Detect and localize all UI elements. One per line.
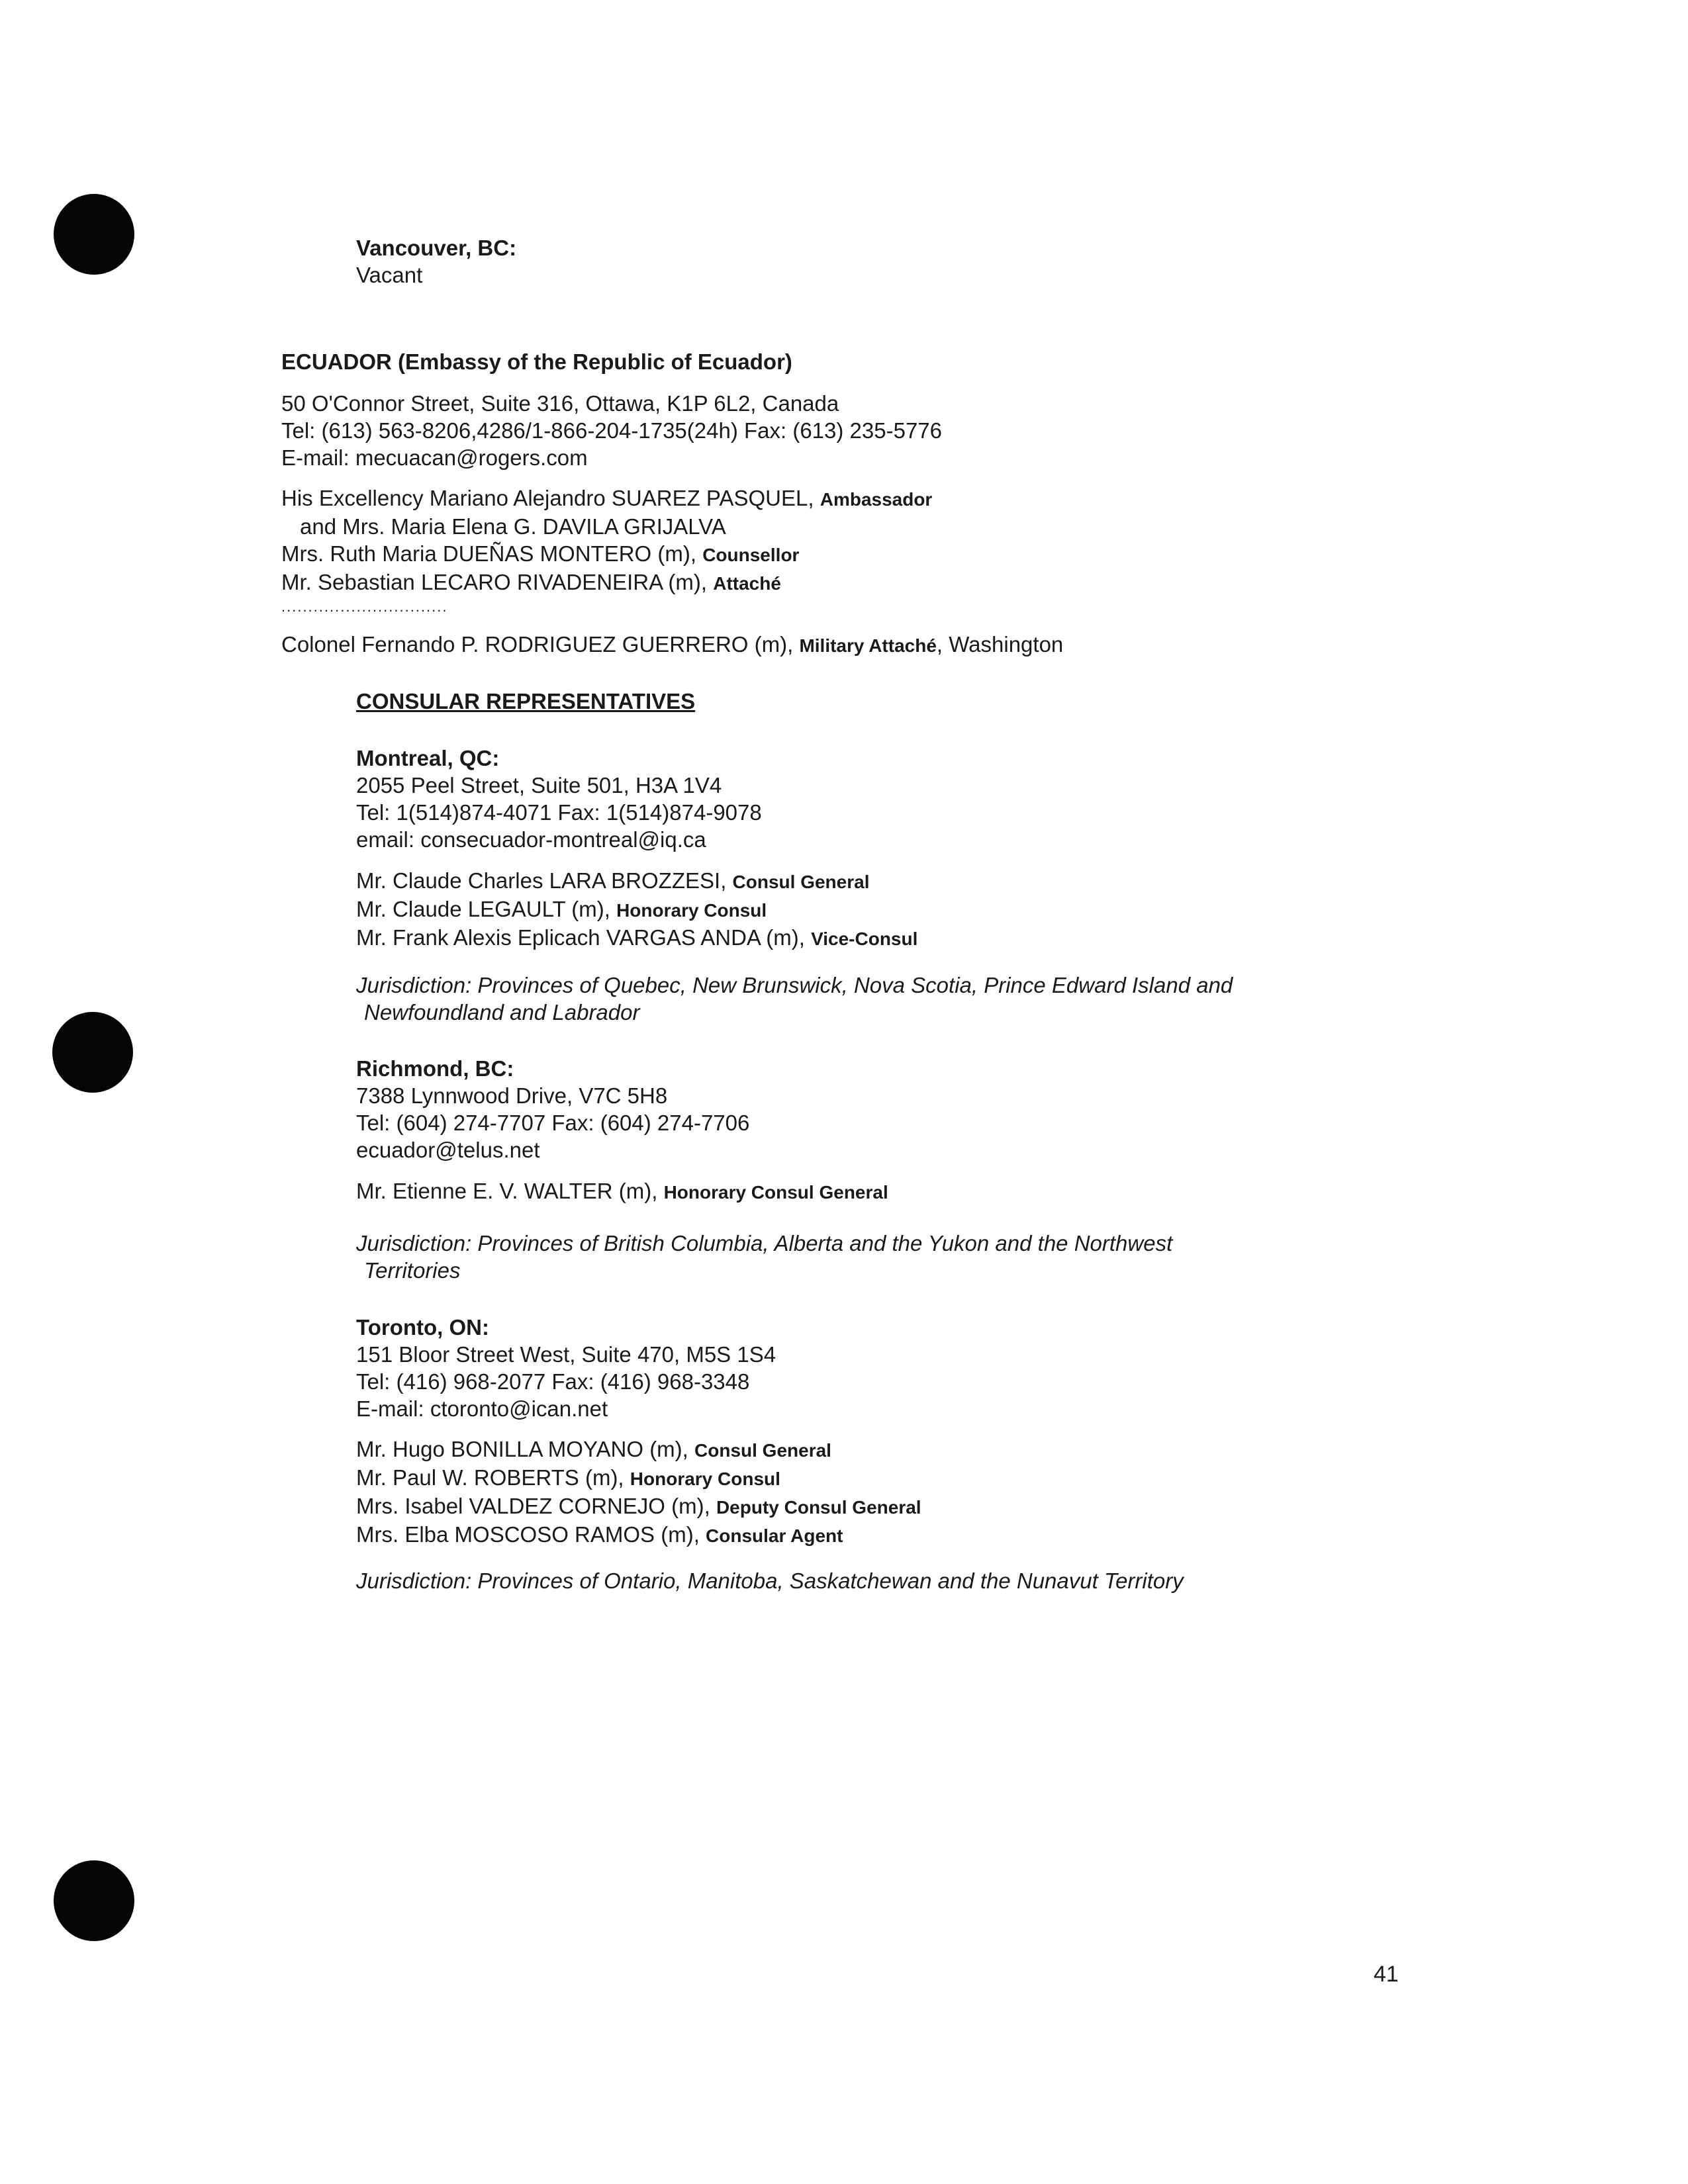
staff-name: Mr. Hugo BONILLA MOYANO (m), <box>356 1437 695 1461</box>
punch-hole-middle <box>52 1012 133 1093</box>
montreal-email: email: consecuador-montreal@iq.ca <box>356 827 706 852</box>
staff-title: Honorary Consul <box>616 900 767 921</box>
staff-name: Mrs. Ruth Maria DUEÑAS MONTERO (m), <box>281 541 703 566</box>
staff-title: Deputy Consul General <box>716 1497 921 1518</box>
embassy-title: ECUADOR (Embassy of the Republic of Ecuador) <box>281 349 792 374</box>
staff-row <box>356 1521 921 1549</box>
staff-name: Mrs. Elba MOSCOSO RAMOS (m), <box>356 1522 706 1547</box>
embassy-email: E-mail: mecuacan@rogers.com <box>281 445 588 470</box>
staff-row <box>356 1435 921 1464</box>
staff-name: Mrs. Isabel VALDEZ CORNEJO (m), <box>356 1494 716 1518</box>
montreal-heading: Montreal, QC: <box>356 746 500 770</box>
punch-hole-bottom <box>54 1860 134 1941</box>
richmond-jurisdiction <box>356 1230 1172 1284</box>
montreal-jurisdiction <box>356 972 1233 1026</box>
embassy-tel: Tel: (613) 563-8206,4286/1-866-204-1735(24h) Fax: (613) 235-5776 <box>281 418 943 443</box>
staff-title: Vice-Consul <box>811 929 918 949</box>
embassy-staff <box>281 484 932 617</box>
staff-row <box>356 1177 888 1206</box>
punch-hole-top <box>54 194 134 275</box>
staff-name: Mr. Claude LEGAULT (m), <box>356 897 617 921</box>
staff-title: Consul General <box>732 872 870 892</box>
montreal-address: 2055 Peel Street, Suite 501, H3A 1V4 <box>356 773 722 797</box>
staff-ambassador <box>281 484 932 513</box>
staff-name: Mr. Paul W. ROBERTS (m), <box>356 1465 630 1490</box>
toronto-heading: Toronto, ON: <box>356 1315 489 1340</box>
page-number: 41 <box>1374 1962 1399 1987</box>
vancouver-status: Vacant <box>356 263 423 287</box>
staff-title: Ambassador <box>820 489 933 510</box>
staff-row <box>356 924 917 952</box>
richmond-email: ecuador@telus.net <box>356 1138 540 1162</box>
staff-row <box>356 867 917 895</box>
staff-row <box>356 1464 921 1492</box>
richmond-staff <box>356 1177 888 1206</box>
staff-name: Mr. Frank Alexis Eplicach VARGAS ANDA (m), <box>356 925 812 950</box>
staff-title: Honorary Consul <box>630 1469 780 1489</box>
staff-title: Honorary Consul General <box>663 1182 888 1203</box>
military-attache <box>281 631 1063 659</box>
staff-suffix: , Washington <box>936 632 1064 657</box>
toronto-email: E-mail: ctoronto@ican.net <box>356 1396 608 1421</box>
staff-title: Counsellor <box>702 545 800 565</box>
separator-dots: ............................... <box>281 598 448 615</box>
toronto-tel: Tel: (416) 968-2077 Fax: (416) 968-3348 <box>356 1369 750 1394</box>
jurisdiction-line: Newfoundland and Labrador <box>364 1000 640 1024</box>
staff-title: Consul General <box>694 1440 831 1461</box>
toronto-staff <box>356 1435 921 1549</box>
staff-row <box>356 1492 921 1521</box>
vancouver-heading: Vancouver, BC: <box>356 236 517 260</box>
staff-spouse: and Mrs. Maria Elena G. DAVILA GRIJALVA <box>300 514 726 539</box>
jurisdiction-line: Jurisdiction: Provinces of Quebec, New Brunswick, Nova Scotia, Prince Edward Island and <box>356 973 1233 997</box>
vancouver-section <box>356 234 516 289</box>
toronto-contact <box>356 1314 776 1422</box>
staff-title: Military Attaché <box>799 635 937 656</box>
embassy-address: 50 O'Connor Street, Suite 316, Ottawa, K1P 6L2, Canada <box>281 391 839 416</box>
staff-attache <box>281 569 932 597</box>
consular-heading: CONSULAR REPRESENTATIVES <box>356 689 696 713</box>
staff-counsellor <box>281 540 932 569</box>
richmond-address: 7388 Lynnwood Drive, V7C 5H8 <box>356 1083 668 1108</box>
montreal-staff <box>356 867 917 952</box>
staff-name: Mr. Claude Charles LARA BROZZESI, <box>356 868 733 893</box>
montreal-tel: Tel: 1(514)874-4071 Fax: 1(514)874-9078 <box>356 800 762 825</box>
staff-title: Attaché <box>713 573 781 594</box>
richmond-tel: Tel: (604) 274-7707 Fax: (604) 274-7706 <box>356 1111 750 1135</box>
staff-name: Mr. Etienne E. V. WALTER (m), <box>356 1179 664 1203</box>
toronto-jurisdiction: Jurisdiction: Provinces of Ontario, Manitoba, Saskatchewan and the Nunavut Territory <box>356 1569 1184 1593</box>
embassy-contact <box>281 390 942 471</box>
staff-name: Mr. Sebastian LECARO RIVADENEIRA (m), <box>281 570 714 594</box>
richmond-heading: Richmond, BC: <box>356 1056 514 1081</box>
staff-name: His Excellency Mariano Alejandro SUAREZ PASQUEL, <box>281 486 820 510</box>
staff-row <box>356 895 917 924</box>
toronto-address: 151 Bloor Street West, Suite 470, M5S 1S4 <box>356 1342 776 1367</box>
staff-name: Colonel Fernando P. RODRIGUEZ GUERRERO (m), <box>281 632 800 657</box>
jurisdiction-line: Jurisdiction: Provinces of British Columbia, Alberta and the Yukon and the Northwest <box>356 1231 1173 1255</box>
staff-title: Consular Agent <box>706 1525 843 1546</box>
jurisdiction-line: Territories <box>364 1258 461 1283</box>
richmond-contact <box>356 1055 749 1163</box>
montreal-contact <box>356 745 762 853</box>
